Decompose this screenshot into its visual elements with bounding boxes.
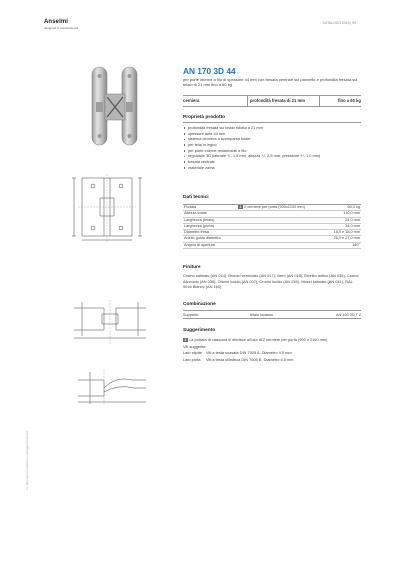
section-title-technical-data: Dati tecnici: [183, 195, 209, 200]
suggestion-value: Viti a testa cilindrica DIN 7505 B, Diametro 4,5 mm: [206, 356, 294, 362]
technical-drawing-opening: [72, 368, 152, 408]
combination-col-frame: telaio incasso: [250, 312, 274, 317]
technical-drawing-front: [62, 172, 158, 244]
suggestion-key: Lato stipite: [183, 350, 202, 356]
combination-row: [183, 310, 361, 319]
table-row: [183, 242, 361, 248]
list-item: per telai in legno: [183, 142, 361, 148]
suggestion-block: [183, 337, 361, 363]
table-cell-value: 34,0 mm: [325, 223, 361, 229]
suggestion-line: Viti suggerite:: [183, 343, 207, 349]
technical-data-table: [183, 204, 361, 249]
table-cell-value: 180°: [325, 242, 361, 248]
suggestion-line: [183, 337, 361, 344]
list-item: spessore anta 44 mm: [183, 131, 361, 137]
section-title-properties: Proprietà prodotto: [183, 115, 226, 120]
note-badge: 2: [184, 338, 187, 342]
product-code-title: AN 170 3D 44: [183, 66, 236, 76]
suggestion-text: La portata di ciascuna si riferisce all'uso di 2 cerniere per porta (900 x 2100 mm): [189, 337, 328, 342]
brand-logo: Anselmi: [44, 19, 69, 25]
list-item: fresata centrale: [183, 159, 361, 165]
section-title-finishes: Finiture: [183, 265, 201, 270]
combination-col-support: Supporto: [183, 312, 199, 317]
table-cell-value: 16,0 e 18,0 mm: [325, 230, 361, 236]
product-header-row: [183, 95, 361, 107]
note-badge: 2: [239, 205, 242, 209]
section-title-suggestion: Suggerimento: [183, 328, 216, 333]
brand-subtitle: designed & manufactured: [44, 26, 79, 30]
properties-list: [183, 125, 361, 171]
list-item: sistema cerniera a scomparsa totale: [183, 136, 361, 142]
suggestion-row: [183, 350, 361, 357]
side-disclaimer: Le informazioni subiscono all'aggiornamento: [25, 430, 29, 490]
table-cell-value: 110,0 mm: [325, 211, 361, 217]
catalog-reference: CATALOGO 2019 | 99: [322, 21, 356, 25]
header-col-type: cerniera: [183, 98, 200, 104]
table-cell-value: 25,0 e 27,0 mm: [325, 236, 361, 242]
section-divider: [183, 122, 361, 123]
list-item: profondità fresata sul telaio ridotta a 21 mm: [183, 125, 361, 131]
section-title-combination: Combinazione: [183, 302, 216, 307]
table-cell-value: 24,0 mm: [325, 217, 361, 223]
table-cell-label: Altezza totale: [183, 211, 237, 217]
technical-drawing-section: [68, 300, 152, 344]
suggestion-key: Lato porta: [183, 356, 201, 362]
combination-col-code: AN 160 3D T 2: [336, 312, 361, 317]
list-item: materiale zama: [183, 165, 361, 171]
list-item: per porte interne residenziali a filo: [183, 148, 361, 154]
header-col-capacity: fino a 60 kg: [337, 98, 361, 104]
list-item: regolabile 3D (laterale +/- 1,5 mm, altezza +/- 2,5 mm, pressione +/- 1,0 mm): [183, 153, 361, 159]
finishes-text: Cromo satinato (AN 014), Bronzo verniciato (AN 017), Nero (AN 018), Brunito antico (AN 035), Cromo Alluminio (AN 036), Ottone lucido (AN 037), Cromo lucido (AN 039), Nickel satinato (AN 041), RAL 9016 Bianco (AN 160): [183, 273, 359, 290]
suggestion-row: [183, 357, 361, 364]
table-cell-label: Diametro fresa: [183, 230, 237, 236]
suggestion-value: Viti a testa svasata DIN 7505 A, Diametro 4,5 mm: [206, 350, 292, 356]
header-col-depth: profondità fresata di 21 mm: [250, 98, 305, 104]
table-cell-label: Larghezza (telaio): [183, 217, 237, 223]
table-cell-value: 60,0 kg: [325, 205, 361, 211]
product-description: per porte interne a filo di spessore 44 mm con fresata centrale sul pannello e profondità fresata sul telaio di 21 mm fino a 60 kg: [183, 77, 358, 88]
hinge-product-image: [89, 64, 141, 150]
table-cell-label: Anello guida diametro: [183, 236, 237, 242]
table-note-text: 2 cerniere per porta (900x2100 mm): [244, 205, 305, 209]
table-cell-label: Angolo di apertura: [183, 242, 237, 248]
table-cell-label: Portata: [183, 205, 237, 211]
table-cell-label: Larghezza (porta): [183, 223, 237, 229]
